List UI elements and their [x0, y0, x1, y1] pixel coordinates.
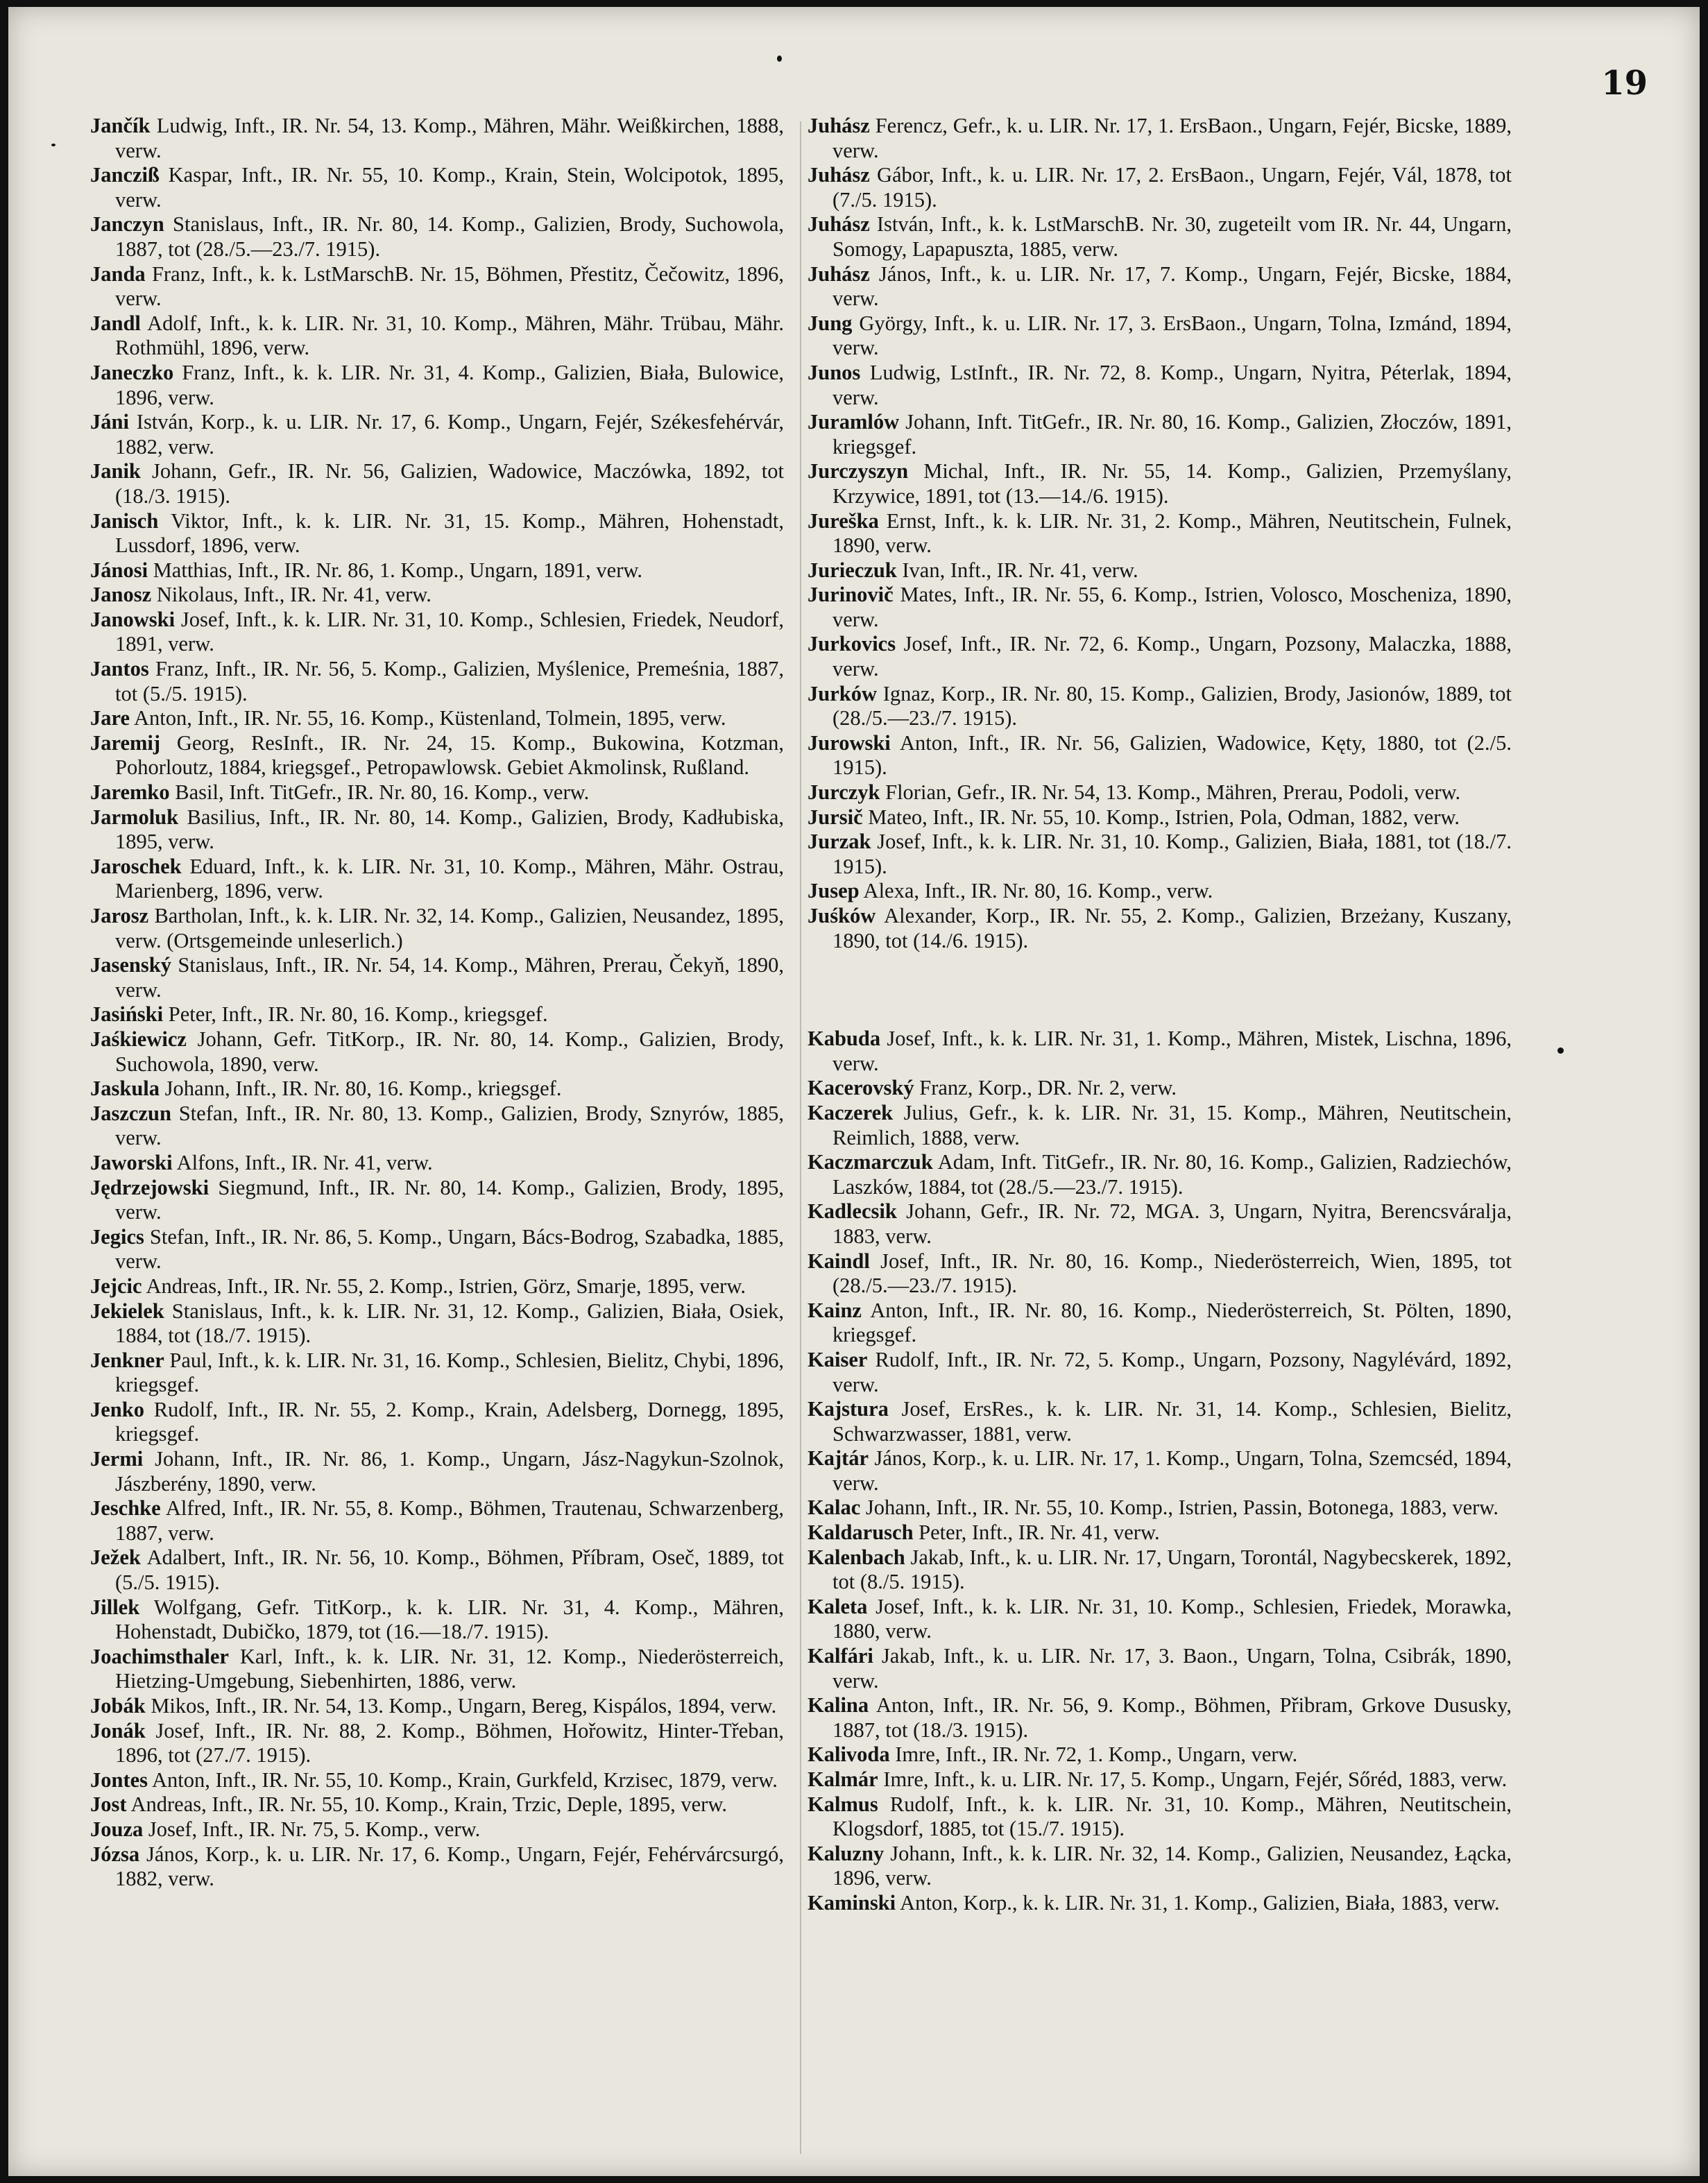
- entry-details: Imre, Inft., IR. Nr. 72, 1. Komp., Ungarn, verw.: [895, 1743, 1298, 1767]
- register-entry: [90, 459, 784, 508]
- entry-surname: Kalmár: [808, 1767, 878, 1791]
- register-entry: [808, 558, 1512, 583]
- register-entry: [808, 1027, 1512, 1076]
- register-entry: [808, 1348, 1512, 1397]
- entry-details: Anton, Korp., k. k. LIR. Nr. 31, 1. Komp., Galizien, Biała, 1883, verw.: [900, 1890, 1500, 1915]
- register-entry: [90, 953, 784, 1002]
- entry-surname: Jusep: [808, 879, 860, 903]
- register-entry: [808, 632, 1512, 681]
- register-entry: [808, 904, 1512, 953]
- entry-surname: Kabuda: [808, 1027, 881, 1051]
- entry-surname: Jurkovics: [808, 632, 896, 656]
- entry-surname: Kaczmarczuk: [808, 1150, 933, 1174]
- entry-details: Josef, Inft., k. k. LIR. Nr. 31, 10. Komp., Schlesien, Friedek, Morawka, 1880, verw.: [832, 1594, 1512, 1643]
- entry-surname: Jegics: [90, 1224, 144, 1249]
- register-entry: [808, 410, 1512, 459]
- entry-details: Eduard, Inft., k. k. LIR. Nr. 31, 10. Komp., Mähren, Mähr. Ostrau, Marienberg, 1896, verw.: [115, 854, 785, 903]
- entry-details: Imre, Inft., k. u. LIR. Nr. 17, 5. Komp., Ungarn, Fejér, Sőréd, 1883, verw.: [883, 1767, 1508, 1791]
- entry-details: Ludwig, LstInft., IR. Nr. 72, 8. Komp., Ungarn, Nyitra, Péterlak, 1894, verw.: [832, 360, 1512, 409]
- entry-details: Ignaz, Korp., IR. Nr. 80, 15. Komp., Galizien, Brody, Jasionów, 1889, tot (28./5.—23./7. 1915).: [832, 681, 1512, 730]
- register-entry: [808, 805, 1512, 830]
- entry-surname: Jurków: [808, 681, 877, 705]
- register-entry: [90, 1176, 784, 1225]
- entry-surname: Jaroschek: [90, 854, 182, 878]
- entry-details: Johann, Inft., k. k. LIR. Nr. 32, 14. Komp., Galizien, Neusandez, Łącka, 1896, verw.: [832, 1841, 1512, 1890]
- register-entry: [808, 1249, 1512, 1299]
- entry-details: Mates, Inft., IR. Nr. 55, 6. Komp., Istrien, Volosco, Moscheniza, 1890, verw.: [832, 583, 1512, 631]
- register-entry: [90, 410, 784, 459]
- register-entry: [808, 114, 1512, 163]
- entry-details: Johann, Inft., IR. Nr. 55, 10. Komp., Istrien, Passin, Botonega, 1883, verw.: [865, 1496, 1498, 1520]
- entry-surname: Ježek: [90, 1546, 141, 1570]
- entry-details: Gábor, Inft., k. u. LIR. Nr. 17, 2. ErsBaon., Ungarn, Fejér, Vál, 1878, tot (7./5. 1915).: [832, 163, 1512, 212]
- entry-surname: Janik: [90, 459, 141, 483]
- register-entry: [90, 731, 784, 780]
- entry-surname: Juhász: [808, 114, 870, 137]
- ink-speck: [1557, 1047, 1564, 1054]
- entry-surname: Janda: [90, 262, 146, 286]
- entry-details: Johann, Gefr., IR. Nr. 72, MGA. 3, Ungarn, Nyitra, Berencsváralja, 1883, verw.: [832, 1199, 1512, 1248]
- register-entry: [808, 1767, 1512, 1792]
- entry-details: Mikos, Inft., IR. Nr. 54, 13. Komp., Ungarn, Bereg, Kispálos, 1894, verw.: [151, 1694, 777, 1718]
- entry-surname: Janczyn: [90, 212, 164, 237]
- register-entry: [808, 1521, 1512, 1546]
- register-entry: [808, 879, 1512, 904]
- entry-surname: Jeschke: [90, 1496, 161, 1521]
- register-entry: [808, 1743, 1512, 1767]
- entry-surname: Jillek: [90, 1595, 140, 1619]
- entry-details: Julius, Gefr., k. k. LIR. Nr. 31, 15. Komp., Mähren, Neutitschein, Reimlich, 1888, verw.: [832, 1100, 1512, 1149]
- register-entry: [808, 1891, 1512, 1916]
- register-entry: [90, 1546, 784, 1595]
- entry-details: Rudolf, Inft., IR. Nr. 55, 2. Komp., Krain, Adelsberg, Dornegg, 1895, kriegsgef.: [115, 1397, 784, 1446]
- entry-surname: Janisch: [90, 508, 159, 533]
- entry-surname: Jasenský: [90, 953, 171, 977]
- register-entry: [90, 1817, 784, 1842]
- entry-details: Johann, Gefr., IR. Nr. 56, Galizien, Wadowice, Maczówka, 1892, tot (18./3. 1915).: [115, 459, 785, 508]
- entry-surname: Kalivoda: [808, 1743, 890, 1767]
- ink-speck: [777, 55, 782, 62]
- entry-surname: Kaczerek: [808, 1100, 894, 1124]
- register-entry: [90, 1768, 784, 1793]
- register-entry: [90, 1398, 784, 1447]
- entry-surname: Jung: [808, 311, 853, 335]
- entry-surname: Kajtár: [808, 1446, 869, 1471]
- entry-details: Stanislaus, Inft., IR. Nr. 80, 14. Komp., Galizien, Brody, Suchowola, 1887, tot (28./5.—23./7. 1915).: [115, 212, 784, 261]
- register-entry: [90, 558, 784, 583]
- entry-surname: Junos: [808, 360, 861, 384]
- entry-details: Johann, Gefr. TitKorp., IR. Nr. 80, 14. Komp., Galizien, Brody, Suchowola, 1890, verw.: [115, 1027, 784, 1076]
- entry-surname: Jaremko: [90, 780, 170, 805]
- register-entry: [808, 459, 1512, 508]
- entry-surname: Jurczyk: [808, 780, 880, 805]
- entry-details: Josef, Inft., k. k. LIR. Nr. 31, 10. Komp., Schlesien, Friedek, Neudorf, 1891, verw.: [115, 607, 785, 656]
- entry-details: Josef, Inft., k. k. LIR. Nr. 31, 10. Komp., Galizien, Biała, 1881, tot (18./7. 1915).: [832, 830, 1512, 878]
- register-entry: [808, 1446, 1512, 1496]
- register-entry: [808, 1496, 1512, 1521]
- entry-details: Adalbert, Inft., IR. Nr. 56, 10. Komp., Böhmen, Příbram, Oseč, 1889, tot (5./5. 1915).: [115, 1546, 784, 1595]
- register-entry: [90, 311, 784, 361]
- right-column-k-section: [808, 1027, 1512, 1915]
- entry-details: Stefan, Inft., IR. Nr. 86, 5. Komp., Ungarn, Bács-Bodrog, Szabadka, 1885, verw.: [115, 1224, 785, 1274]
- entry-details: Anton, Inft., IR. Nr. 56, Galizien, Wadowice, Kęty, 1880, tot (2./5. 1915).: [832, 730, 1512, 780]
- entry-details: István, Inft., k. k. LstMarschB. Nr. 30, zugeteilt vom IR. Nr. 44, Ungarn, Somogy, Lapapuszta, 1885, verw.: [832, 212, 1512, 261]
- entry-surname: Kalenbach: [808, 1545, 905, 1569]
- register-entry: [808, 682, 1512, 731]
- register-entry: [90, 904, 784, 953]
- entry-surname: Juśków: [808, 904, 876, 927]
- register-entry: [808, 311, 1512, 361]
- entry-surname: Jurowski: [808, 730, 891, 755]
- page-number: 19: [1601, 64, 1648, 103]
- register-entry: [808, 780, 1512, 805]
- register-entry: [808, 1199, 1512, 1249]
- entry-surname: Jánosi: [90, 558, 148, 582]
- entry-details: Alexa, Inft., IR. Nr. 80, 16. Komp., verw.: [863, 879, 1213, 903]
- register-entry: [808, 1150, 1512, 1199]
- register-entry: [90, 608, 784, 657]
- entry-details: Nikolaus, Inft., IR. Nr. 41, verw.: [156, 583, 432, 607]
- register-entry: [90, 509, 784, 558]
- entry-details: Stanislaus, Inft., IR. Nr. 54, 14. Komp., Mähren, Prerau, Čekyň, 1890, verw.: [115, 953, 784, 1002]
- entry-details: Karl, Inft., k. k. LIR. Nr. 31, 12. Komp., Niederösterreich, Hietzing-Umgebung, Siebenhirten, 1886, verw.: [115, 1644, 785, 1693]
- entry-details: Paul, Inft., k. k. LIR. Nr. 31, 16. Komp., Schlesien, Bielitz, Chybi, 1896, kriegsgef.: [115, 1348, 784, 1397]
- entry-surname: Juhász: [808, 212, 870, 237]
- register-entry: [90, 1027, 784, 1077]
- entry-surname: Kalac: [808, 1496, 861, 1520]
- entry-details: János, Korp., k. u. LIR. Nr. 17, 1. Komp., Ungarn, Tolna, Szemcséd, 1894, verw.: [832, 1446, 1512, 1495]
- entry-details: Jakab, Inft., k. u. LIR. Nr. 17, Ungarn, Torontál, Nagybecskerek, 1892, tot (8./5. 1915).: [832, 1545, 1512, 1594]
- right-column: [808, 114, 1512, 1916]
- entry-details: Adolf, Inft., k. k. LIR. Nr. 31, 10. Komp., Mähren, Mähr. Trübau, Mähr. Rothmühl, 1896, verw.: [115, 311, 784, 360]
- entry-details: Franz, Inft., IR. Nr. 56, 5. Komp., Galizien, Myślenice, Premeśnia, 1887, tot (5./5. 1915).: [115, 657, 784, 705]
- entry-surname: Kadlecsik: [808, 1199, 897, 1224]
- entry-details: Stefan, Inft., IR. Nr. 80, 13. Komp., Galizien, Brody, Sznyrów, 1885, verw.: [115, 1101, 784, 1150]
- entry-surname: Kalina: [808, 1693, 869, 1718]
- entry-surname: Jaszczun: [90, 1101, 171, 1125]
- entry-details: Anton, Inft., IR. Nr. 80, 16. Komp., Niederösterreich, St. Pölten, 1890, kriegsgef.: [832, 1298, 1512, 1347]
- entry-details: János, Korp., k. u. LIR. Nr. 17, 6. Komp., Ungarn, Fejér, Fehérvárcsurgó, 1882, verw.: [115, 1842, 784, 1891]
- register-entry: [90, 1694, 784, 1719]
- entry-details: Wolfgang, Gefr. TitKorp., k. k. LIR. Nr. 31, 4. Komp., Mähren, Hohenstadt, Dubičko, 1879, tot (16.—18./7. 1915).: [115, 1595, 784, 1644]
- entry-surname: Jarosz: [90, 904, 149, 927]
- entry-surname: Kacerovský: [808, 1076, 914, 1100]
- entry-surname: Jurczyszyn: [808, 459, 909, 483]
- entry-details: István, Korp., k. u. LIR. Nr. 17, 6. Komp., Ungarn, Fejér, Székesfehérvár, 1882, verw.: [115, 410, 785, 459]
- entry-details: Basil, Inft. TitGefr., IR. Nr. 80, 16. Komp., verw.: [175, 780, 590, 805]
- right-column-j-section: [808, 114, 1512, 953]
- entry-surname: Kaldarusch: [808, 1521, 914, 1545]
- entry-details: Anton, Inft., IR. Nr. 55, 10. Komp., Krain, Gurkfeld, Krzisec, 1879, verw.: [151, 1767, 778, 1792]
- entry-details: Peter, Inft., IR. Nr. 80, 16. Komp., kriegsgef.: [168, 1002, 548, 1027]
- register-entry: [90, 1842, 784, 1892]
- register-entry: [90, 361, 784, 410]
- entry-details: Matthias, Inft., IR. Nr. 86, 1. Komp., Ungarn, 1891, verw.: [153, 558, 643, 582]
- register-entry: [90, 1792, 784, 1817]
- register-entry: [90, 1496, 784, 1546]
- entry-surname: Kaiser: [808, 1347, 868, 1371]
- register-entry: [808, 361, 1512, 410]
- entry-surname: Jejcic: [90, 1274, 142, 1298]
- register-entry: [808, 1101, 1512, 1150]
- register-entry: [90, 706, 784, 731]
- register-entry: [808, 509, 1512, 558]
- entry-surname: Janosz: [90, 583, 152, 607]
- entry-surname: Kalfári: [808, 1644, 873, 1668]
- entry-details: Ernst, Inft., k. k. LIR. Nr. 31, 2. Komp., Mähren, Neutitschein, Fulnek, 1890, verw.: [832, 508, 1512, 558]
- entry-surname: Kaleta: [808, 1594, 868, 1618]
- entry-details: Mateo, Inft., IR. Nr. 55, 10. Komp., Istrien, Pola, Odman, 1882, verw.: [868, 805, 1460, 829]
- register-entry: [90, 1102, 784, 1151]
- entry-details: Josef, Inft., IR. Nr. 80, 16. Komp., Niederösterreich, Wien, 1895, tot (28./5.—23./7. 1915).: [832, 1249, 1512, 1298]
- entry-details: Johann, Inft., IR. Nr. 80, 16. Komp., kriegsgef.: [164, 1077, 562, 1101]
- register-entry: [90, 657, 784, 706]
- register-entry: [808, 830, 1512, 879]
- register-entry: [808, 1693, 1512, 1743]
- entry-surname: Kaindl: [808, 1249, 870, 1273]
- register-entry: [90, 583, 784, 608]
- register-entry: [90, 1447, 784, 1496]
- entry-surname: Jáni: [90, 410, 129, 434]
- entry-details: Peter, Inft., IR. Nr. 41, verw.: [919, 1521, 1160, 1545]
- entry-details: Andreas, Inft., IR. Nr. 55, 2. Komp., Istrien, Görz, Smarje, 1895, verw.: [146, 1274, 746, 1298]
- entry-surname: Jursič: [808, 805, 863, 829]
- entry-surname: Kalmus: [808, 1792, 878, 1816]
- entry-details: Siegmund, Inft., IR. Nr. 80, 14. Komp., Galizien, Brody, 1895, verw.: [115, 1175, 784, 1224]
- entry-surname: Jurinovič: [808, 583, 894, 607]
- entry-surname: Janowski: [90, 607, 176, 631]
- entry-surname: Jaskula: [90, 1077, 160, 1101]
- register-entry: [90, 1349, 784, 1398]
- register-entry: [808, 163, 1512, 212]
- register-entry: [808, 1397, 1512, 1446]
- register-entry: [90, 1002, 784, 1027]
- entry-surname: Jekielek: [90, 1299, 164, 1323]
- ink-speck: [51, 144, 55, 146]
- register-entry: [808, 1299, 1512, 1348]
- entry-details: Andreas, Inft., IR. Nr. 55, 10. Komp., Krain, Trzic, Deple, 1895, verw.: [130, 1792, 727, 1817]
- entry-surname: Józsa: [90, 1842, 140, 1866]
- entry-surname: Jenkner: [90, 1348, 164, 1372]
- entry-details: Anton, Inft., IR. Nr. 56, 9. Komp., Böhmen, Přibram, Grkove Dususky, 1887, tot (18./3. 1915).: [832, 1693, 1512, 1742]
- entry-surname: Jenko: [90, 1397, 144, 1421]
- entry-surname: Jost: [90, 1792, 127, 1817]
- entry-details: Rudolf, Inft., IR. Nr. 72, 5. Komp., Ungarn, Pozsony, Nagylévárd, 1892, verw.: [832, 1347, 1512, 1396]
- register-entry: [90, 855, 784, 904]
- entry-details: Josef, Inft., IR. Nr. 88, 2. Komp., Böhmen, Hořowitz, Hinter-Třeban, 1896, tot (27./7. 1915).: [115, 1718, 784, 1767]
- entry-details: Ferencz, Gefr., k. u. LIR. Nr. 17, 1. ErsBaon., Ungarn, Fejér, Bicske, 1889, verw.: [832, 114, 1512, 162]
- entry-surname: Jonák: [90, 1718, 146, 1743]
- entry-details: Florian, Gefr., IR. Nr. 54, 13. Komp., Mähren, Prerau, Podoli, verw.: [885, 780, 1461, 805]
- entry-surname: Jancziß: [90, 163, 160, 187]
- entry-surname: Joachimsthaler: [90, 1644, 229, 1668]
- register-entry: [90, 212, 784, 262]
- entry-surname: Jurieczuk: [808, 558, 897, 582]
- register-entry: [808, 262, 1512, 311]
- entry-surname: Jarmoluk: [90, 805, 179, 829]
- register-entry: [808, 212, 1512, 262]
- entry-surname: Jobák: [90, 1694, 146, 1718]
- entry-surname: Jouza: [90, 1817, 144, 1841]
- entry-details: Johann, Inft. TitGefr., IR. Nr. 80, 16. Komp., Galizien, Złoczów, 1891, kriegsgef.: [832, 410, 1512, 459]
- register-entry: [90, 805, 784, 855]
- entry-surname: Jędrzejowski: [90, 1175, 210, 1199]
- entry-details: Basilius, Inft., IR. Nr. 80, 14. Komp., Galizien, Brody, Kadłubiska, 1895, verw.: [115, 805, 785, 854]
- entry-details: Josef, Inft., k. k. LIR. Nr. 31, 1. Komp., Mähren, Mistek, Lischna, 1896, verw.: [832, 1027, 1512, 1075]
- entry-surname: Jaworski: [90, 1150, 173, 1174]
- entry-details: Johann, Inft., IR. Nr. 86, 1. Komp., Ungarn, Jász-Nagykun-Szolnok, Jászberény, 1890, verw.: [115, 1447, 784, 1496]
- register-entry: [808, 1595, 1512, 1644]
- entry-surname: Kajstura: [808, 1397, 889, 1421]
- entry-surname: Jantos: [90, 657, 149, 681]
- entry-details: Adam, Inft. TitGefr., IR. Nr. 80, 16. Komp., Galizien, Radziechów, Laszków, 1884, tot (28./5.—23./7. 1915).: [832, 1150, 1512, 1199]
- entry-surname: Jermi: [90, 1447, 144, 1471]
- entry-details: János, Inft., k. u. LIR. Nr. 17, 7. Komp., Ungarn, Fejér, Bicske, 1884, verw.: [832, 262, 1512, 311]
- entry-surname: Jurzak: [808, 830, 871, 854]
- register-entry: [808, 583, 1512, 632]
- register-entry: [808, 731, 1512, 780]
- entry-surname: Juhász: [808, 163, 870, 187]
- register-entry: [808, 1842, 1512, 1891]
- entry-details: Michal, Inft., IR. Nr. 55, 14. Komp., Galizien, Przemyślany, Krzywice, 1891, tot (13.—14./6. 1915).: [832, 459, 1512, 508]
- entry-details: Viktor, Inft., k. k. LIR. Nr. 31, 15. Komp., Mähren, Hohenstadt, Lussdorf, 1896, verw.: [115, 508, 785, 558]
- entry-details: Josef, Inft., IR. Nr. 75, 5. Komp., verw.: [148, 1817, 481, 1841]
- register-entry: [90, 1645, 784, 1694]
- entry-details: Kaspar, Inft., IR. Nr. 55, 10. Komp., Krain, Stein, Wolcipotok, 1895, verw.: [115, 163, 785, 212]
- entry-surname: Jaśkiewicz: [90, 1027, 187, 1051]
- register-entry: [90, 163, 784, 212]
- entry-details: Ivan, Inft., IR. Nr. 41, verw.: [902, 558, 1138, 582]
- left-column: [90, 114, 784, 1892]
- entry-surname: Jare: [90, 706, 130, 730]
- entry-surname: Juhász: [808, 262, 870, 286]
- register-entry: [90, 780, 784, 805]
- entry-surname: Jančík: [90, 114, 151, 137]
- register-entry: [90, 262, 784, 311]
- entry-surname: Kaluzny: [808, 1841, 885, 1865]
- register-entry: [808, 1792, 1512, 1842]
- entry-details: Ludwig, Inft., IR. Nr. 54, 13. Komp., Mähren, Mähr. Weißkirchen, 1888, verw.: [115, 114, 784, 162]
- register-entry: [808, 1644, 1512, 1693]
- register-entry: [90, 1595, 784, 1645]
- entry-details: Rudolf, Inft., k. k. LIR. Nr. 31, 10. Komp., Mähren, Neutitschein, Klogsdorf, 1885, tot (15./7. 1915).: [832, 1792, 1512, 1841]
- entry-details: Franz, Inft., k. k. LIR. Nr. 31, 4. Komp., Galizien, Biała, Bulowice, 1896, verw.: [115, 360, 785, 409]
- entry-details: Franz, Inft., k. k. LstMarschB. Nr. 15, Böhmen, Přestitz, Čečowitz, 1896, verw.: [115, 262, 784, 311]
- entry-details: Bartholan, Inft., k. k. LIR. Nr. 32, 14. Komp., Galizien, Neusandez, 1895, verw. (Ortsgemeinde unleserlich.): [115, 904, 785, 952]
- entry-surname: Jandl: [90, 311, 141, 335]
- entry-surname: Kaminski: [808, 1890, 896, 1915]
- entry-surname: Juramlów: [808, 410, 900, 434]
- register-entry: [808, 1076, 1512, 1101]
- entry-details: Alexander, Korp., IR. Nr. 55, 2. Komp., Galizien, Brzeżany, Kuszany, 1890, tot (14./6. 1915).: [832, 904, 1512, 952]
- entry-details: Georg, ResInft., IR. Nr. 24, 15. Komp., Bukowina, Kotzman, Pohorloutz, 1884, kriegsgef., Petropawlowsk. Gebiet Akmolinsk, Rußland.: [115, 730, 784, 780]
- entry-details: Franz, Korp., DR. Nr. 2, verw.: [919, 1076, 1177, 1100]
- entry-surname: Jontes: [90, 1767, 148, 1792]
- entry-details: Josef, Inft., IR. Nr. 72, 6. Komp., Ungarn, Pozsony, Malaczka, 1888, verw.: [832, 632, 1512, 681]
- register-entry: [808, 1546, 1512, 1595]
- column-divider: [800, 121, 801, 2154]
- entry-surname: Jureška: [808, 508, 879, 533]
- register-entry: [90, 1719, 784, 1768]
- register-entry: [90, 1077, 784, 1102]
- entry-surname: Jasiński: [90, 1002, 164, 1027]
- section-gap: [808, 953, 1512, 1027]
- entry-surname: Kainz: [808, 1298, 862, 1322]
- entry-details: Anton, Inft., IR. Nr. 55, 16. Komp., Küstenland, Tolmein, 1895, verw.: [133, 706, 726, 730]
- document-page: [8, 7, 1700, 2176]
- register-entry: [90, 1274, 784, 1299]
- register-entry: [90, 1299, 784, 1349]
- register-entry: [90, 114, 784, 163]
- register-entry: [90, 1225, 784, 1274]
- entry-details: György, Inft., k. u. LIR. Nr. 17, 3. ErsBaon., Ungarn, Tolna, Izmánd, 1894, verw.: [832, 311, 1512, 360]
- entry-details: Alfons, Inft., IR. Nr. 41, verw.: [176, 1150, 433, 1174]
- entry-details: Stanislaus, Inft., k. k. LIR. Nr. 31, 12. Komp., Galizien, Biała, Osiek, 1884, tot (18./7. 1915).: [115, 1299, 784, 1348]
- entry-surname: Janeczko: [90, 360, 174, 384]
- register-entry: [90, 1151, 784, 1176]
- entry-details: Josef, ErsRes., k. k. LIR. Nr. 31, 14. Komp., Schlesien, Bielitz, Schwarzwasser, 1881, verw.: [832, 1397, 1512, 1446]
- entry-details: Alfred, Inft., IR. Nr. 55, 8. Komp., Böhmen, Trautenau, Schwarzenberg, 1887, verw.: [115, 1496, 784, 1545]
- entry-details: Jakab, Inft., k. u. LIR. Nr. 17, 3. Baon., Ungarn, Tolna, Csibrák, 1890, verw.: [832, 1644, 1512, 1693]
- entry-surname: Jaremij: [90, 730, 161, 755]
